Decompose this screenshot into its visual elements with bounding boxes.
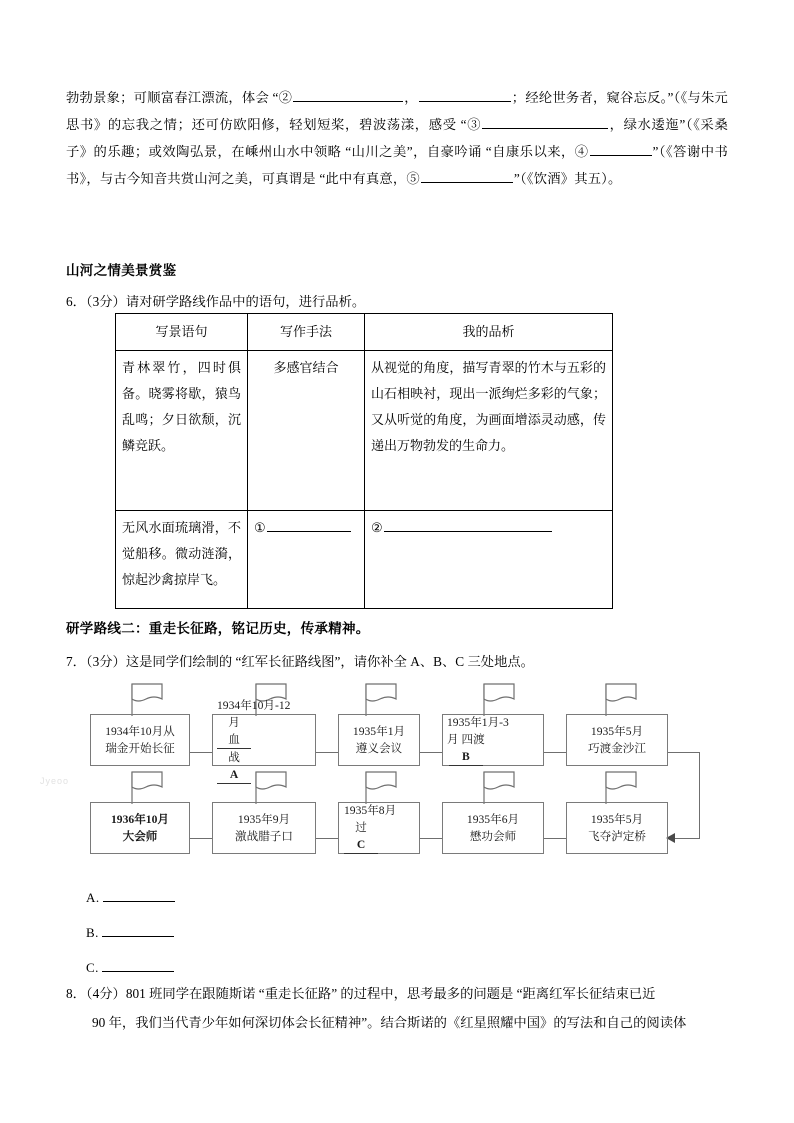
flag-icon xyxy=(360,682,400,716)
paragraph-seg-3: ；经纶世务者，窥谷忘反。”（《与朱元思书》的忘我之情；还可仿欧阳修，轻划短桨，碧波荡漾，感受 “③ xyxy=(66,90,728,132)
connector-top-2-3 xyxy=(316,752,338,753)
emphasis-char: 血 xyxy=(217,731,251,749)
route-node-bottom-3 xyxy=(338,802,420,854)
table-header-passage: 写景语句 xyxy=(116,314,248,351)
paragraph-seg-4: ，绿水逶迤”（《采桑子》的乐趣；或效陶弘景，在嵊州山水中领略 “山川之美”，自豪吟诵 “自康乐以来，④ xyxy=(66,117,728,159)
cell-passage-1: 青林翠竹，四时俱备。晓雾将歇，猿鸟乱鸣；夕日欲颓，沉鳞竞跃。 xyxy=(116,351,248,511)
question-7-label: 7．（3分）这是同学们绘制的 “红军长征路线图”，请你补全 A、B、C 三处地点。 xyxy=(66,654,534,669)
connector-bottom-1-2 xyxy=(190,838,212,839)
route-node-line-2 xyxy=(217,714,251,784)
route-node-line-2: 遵义会议 xyxy=(355,742,403,755)
long-march-route-diagram xyxy=(40,672,698,872)
section-one-heading: 山河之情美景赏鉴 xyxy=(66,263,177,278)
table-header-row xyxy=(116,314,613,351)
route-node-top-2 xyxy=(212,698,316,781)
cell-analysis-2[interactable] xyxy=(365,511,613,609)
question-6-label: 6．（3分）请对研学路线作品中的语句，进行品析。 xyxy=(66,294,366,309)
route-node-line-2: 巧渡金沙江 xyxy=(588,742,646,755)
marker-circled-one: ① xyxy=(254,520,266,535)
connector-wrap-top xyxy=(668,752,700,753)
paragraph-seg-6: ”（《饮酒》其五）。 xyxy=(513,171,622,186)
route-node-line-2: 瑞金开始长征 xyxy=(105,742,175,755)
connector-bottom-4-5 xyxy=(544,838,566,839)
route-node-bottom-5 xyxy=(566,802,668,854)
table-row xyxy=(116,511,613,609)
route-node-line-1: 1935年1月 xyxy=(352,725,406,738)
fill-blank-4 xyxy=(590,141,652,156)
fill-blank-5 xyxy=(421,168,513,183)
flag-icon xyxy=(478,770,518,804)
route-node-line-1: 1935年9月 xyxy=(237,813,291,826)
route-node-top-1 xyxy=(90,714,190,766)
answer-blank-b[interactable] xyxy=(102,925,174,937)
route-node-bottom-2 xyxy=(212,802,316,854)
route-node-top-5 xyxy=(566,714,668,766)
cell-technique-2[interactable] xyxy=(248,511,365,609)
flag-icon xyxy=(600,770,640,804)
route-node-line-1: 1936年10月 xyxy=(111,813,169,826)
route-blank-c[interactable]: C xyxy=(344,836,378,854)
route-node-bottom-1 xyxy=(90,802,190,854)
route-node-line-1: 1934年10月从 xyxy=(105,725,175,738)
connector-bottom-2-3 xyxy=(316,838,338,839)
route-node-line2-pre: 月 四渡 xyxy=(447,733,485,746)
answer-line-a[interactable] xyxy=(86,890,175,906)
fill-blank-2b xyxy=(419,87,511,102)
route-node-line2-mid: 战 xyxy=(228,750,240,764)
flag-icon xyxy=(126,682,166,716)
connector-top-1-2 xyxy=(190,752,212,753)
paragraph-seg-5: ”（《答谢中书书》，与古今知音共赏山河之美，可真谓是 “此中有真意，⑤ xyxy=(66,144,728,186)
connector-wrap-bottom xyxy=(674,838,700,839)
question-6-table xyxy=(115,313,613,609)
connector-top-4-5 xyxy=(544,752,566,753)
table-row xyxy=(116,351,613,511)
watermark: Jyeoo xyxy=(40,776,70,786)
answer-blank-analysis[interactable] xyxy=(384,517,552,532)
route-node-line2-pre: 月 xyxy=(228,715,240,729)
flag-icon xyxy=(360,770,400,804)
route-node-line-1: 1934年10月-12 xyxy=(217,698,291,712)
route-node-bottom-4 xyxy=(442,802,544,854)
route-blank-a[interactable]: A xyxy=(217,766,251,784)
answer-blank-c[interactable] xyxy=(102,960,174,972)
answer-blank-a[interactable] xyxy=(103,890,175,902)
route-node-top-4 xyxy=(442,714,544,766)
top-paragraph xyxy=(66,84,728,192)
paragraph-seg-1: 勃勃景象；可顺富春江漂流，体会 “② xyxy=(66,90,293,105)
question-8-line-1: 8．（4分）801 班同学在跟随斯诺 “重走长征路” 的过程中，思考最多的问题是 “距离红军长征结束已近 xyxy=(66,986,656,1001)
flag-icon xyxy=(600,682,640,716)
route-node-line-2: 激战腊子口 xyxy=(235,830,293,843)
cell-passage-2: 无风水面琉璃滑，不觉船移。微动涟漪，惊起沙禽掠岸飞。 xyxy=(116,511,248,609)
route-node-line-1: 1935年6月 xyxy=(466,813,520,826)
fill-blank-2a xyxy=(293,87,403,102)
route-node-top-3 xyxy=(338,714,420,766)
cell-analysis-1: 从视觉的角度，描写青翠的竹木与五彩的山石相映衬，现出一派绚烂多彩的气象；又从听觉的角度，为画面增添灵动感，传递出万物勃发的生命力。 xyxy=(365,351,613,511)
route-node-line-1: 1935年8月 xyxy=(344,804,397,817)
flag-icon xyxy=(250,770,290,804)
cell-technique-1: 多感官结合 xyxy=(248,351,365,511)
route-node-line-1: 1935年5月 xyxy=(590,725,644,738)
route-node-line-2: 懋功会师 xyxy=(469,830,517,843)
connector-top-3-4 xyxy=(420,752,442,753)
connector-bottom-3-4 xyxy=(420,838,442,839)
answer-label-a: A. xyxy=(86,890,100,905)
route-node-line-2 xyxy=(447,731,485,766)
flag-icon xyxy=(478,682,518,716)
route-node-line-2: 大会师 xyxy=(122,830,158,843)
answer-label-b: B. xyxy=(86,925,99,940)
route-node-line-1: 1935年5月 xyxy=(590,813,644,826)
table-header-technique: 写作手法 xyxy=(248,314,365,351)
answer-blank-technique[interactable] xyxy=(267,517,351,532)
question-8-line-2: 90 年，我们当代青少年如何深切体会长征精神”。结合斯诺的《红星照耀中国》的写法和自己的阅读体 xyxy=(92,1015,687,1030)
answer-label-c: C. xyxy=(86,960,99,975)
connector-wrap-side xyxy=(699,752,700,838)
answer-line-c[interactable] xyxy=(86,960,174,976)
route-node-line2-pre: 过 xyxy=(355,821,367,834)
section-two-heading: 研学路线二：重走长征路，铭记历史，传承精神。 xyxy=(66,621,370,636)
paragraph-seg-2: ， xyxy=(404,90,418,105)
marker-circled-two: ② xyxy=(371,520,383,535)
route-node-line-2: 飞夺泸定桥 xyxy=(588,830,646,843)
route-blank-b[interactable]: B xyxy=(449,748,483,766)
table-header-analysis: 我的品析 xyxy=(365,314,613,351)
flag-icon xyxy=(126,770,166,804)
answer-line-b[interactable] xyxy=(86,925,174,941)
fill-blank-3 xyxy=(482,114,608,129)
route-node-line-1: 1935年1月-3 xyxy=(447,716,509,729)
route-node-line-2 xyxy=(344,819,378,854)
